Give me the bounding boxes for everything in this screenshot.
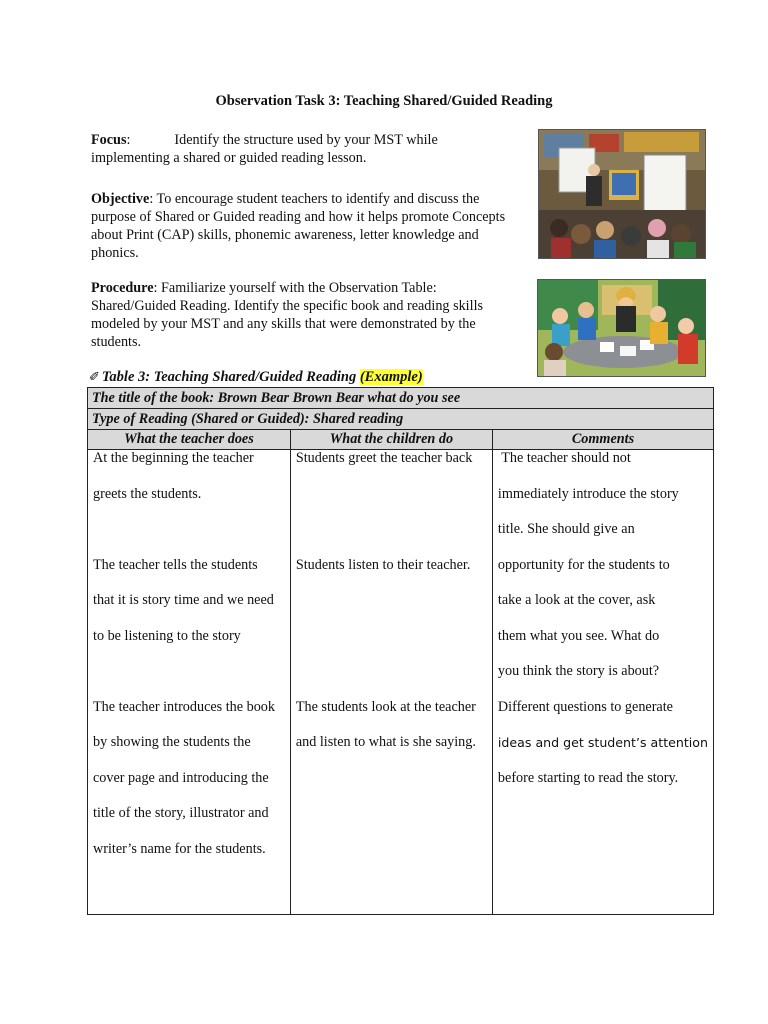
teacher-line [93, 663, 285, 699]
focus-line-2: implementing a shared or guided reading lesson. [91, 150, 367, 166]
comment-line: title. She should give an [497, 521, 635, 537]
children-line: Students greet the teacher back [295, 450, 473, 466]
reading-type-row [88, 409, 714, 430]
children-line [296, 521, 487, 557]
focus-colon: : [126, 132, 131, 148]
objective-label: Objective [91, 191, 150, 207]
procedure-label: Procedure [91, 280, 154, 296]
pencil-icon: ✐ [89, 369, 100, 384]
table-row [88, 450, 714, 915]
procedure-text: : Familiarize yourself with the Observation Table: Shared/Guided Reading. Identify the specific book and reading skills modeled by your MST and any skills that were demonstrated by the students. [91, 280, 484, 350]
column-header-children: What the children do [290, 430, 492, 450]
teacher-line: title of the story, illustrator and [93, 805, 269, 821]
teacher-line [93, 521, 285, 557]
objective-text: : To encourage student teachers to identify and discuss the purpose of Shared or Guided reading and how it helps promote Concepts about Print (CAP) skills, phonemic awareness, letter knowledge and phonics. [91, 191, 506, 261]
caption-text: Table 3: Teaching Shared/Guided Reading [101, 369, 360, 385]
children-line [296, 628, 487, 664]
teacher-line: to be listening to the story [93, 627, 241, 644]
children-line: The students look at the teacher [295, 698, 476, 715]
children-line: and listen to what is she saying. [295, 734, 476, 750]
children-line [296, 663, 487, 699]
children-line [296, 592, 487, 628]
teacher-line: that it is story time and we need [93, 592, 274, 608]
comment-line: them what you see. What do [497, 627, 660, 644]
teacher-cell [88, 450, 291, 915]
focus-paragraph [91, 131, 511, 167]
reading-type-cell: Type of Reading (Shared or Guided): Shared reading [88, 409, 714, 430]
comment-line: before starting to read the story. [497, 769, 679, 786]
comment-line: opportunity for the students to [497, 556, 670, 573]
focus-line-1: Identify the structure used by your MST while [174, 132, 438, 148]
table-caption [89, 369, 423, 386]
children-cell [290, 450, 492, 915]
comment-line: ideas and get student’s attention [497, 735, 708, 750]
column-header-teacher: What the teacher does [88, 430, 291, 450]
focus-label: Focus [91, 132, 127, 148]
comment-line: The teacher should not [497, 450, 631, 466]
teacher-line: writer’s name for the students. [93, 840, 266, 857]
teacher-line: cover page and introducing the [93, 769, 269, 786]
teacher-line: The teacher introduces the book [93, 698, 275, 715]
children-line [296, 486, 487, 522]
comment-line: Different questions to generate [497, 698, 673, 715]
teacher-line: At the beginning the teacher [93, 450, 254, 466]
book-title-cell: The title of the book: Brown Bear Brown Bear what do you see [88, 388, 714, 409]
comment-line: take a look at the cover, ask [497, 592, 656, 608]
document-title: Observation Task 3: Teaching Shared/Guided Reading [215, 93, 553, 109]
example-highlight: (Example) [359, 369, 423, 385]
comment-line: immediately introduce the story [497, 485, 679, 502]
teacher-line: by showing the students the [93, 734, 251, 750]
classroom-photo-easel [538, 129, 706, 259]
teacher-line: The teacher tells the students [93, 556, 258, 573]
book-title-row [88, 388, 714, 409]
objective-paragraph [91, 190, 511, 262]
comments-cell [492, 450, 713, 915]
classroom-photo-table [537, 279, 706, 377]
procedure-paragraph [91, 279, 511, 351]
children-line: Students listen to their teacher. [295, 556, 471, 573]
comment-line: you think the story is about? [497, 663, 660, 679]
observation-table [87, 387, 714, 915]
teacher-line: greets the students. [93, 485, 202, 502]
column-header-comments: Comments [492, 430, 713, 450]
column-header-row [88, 430, 714, 450]
